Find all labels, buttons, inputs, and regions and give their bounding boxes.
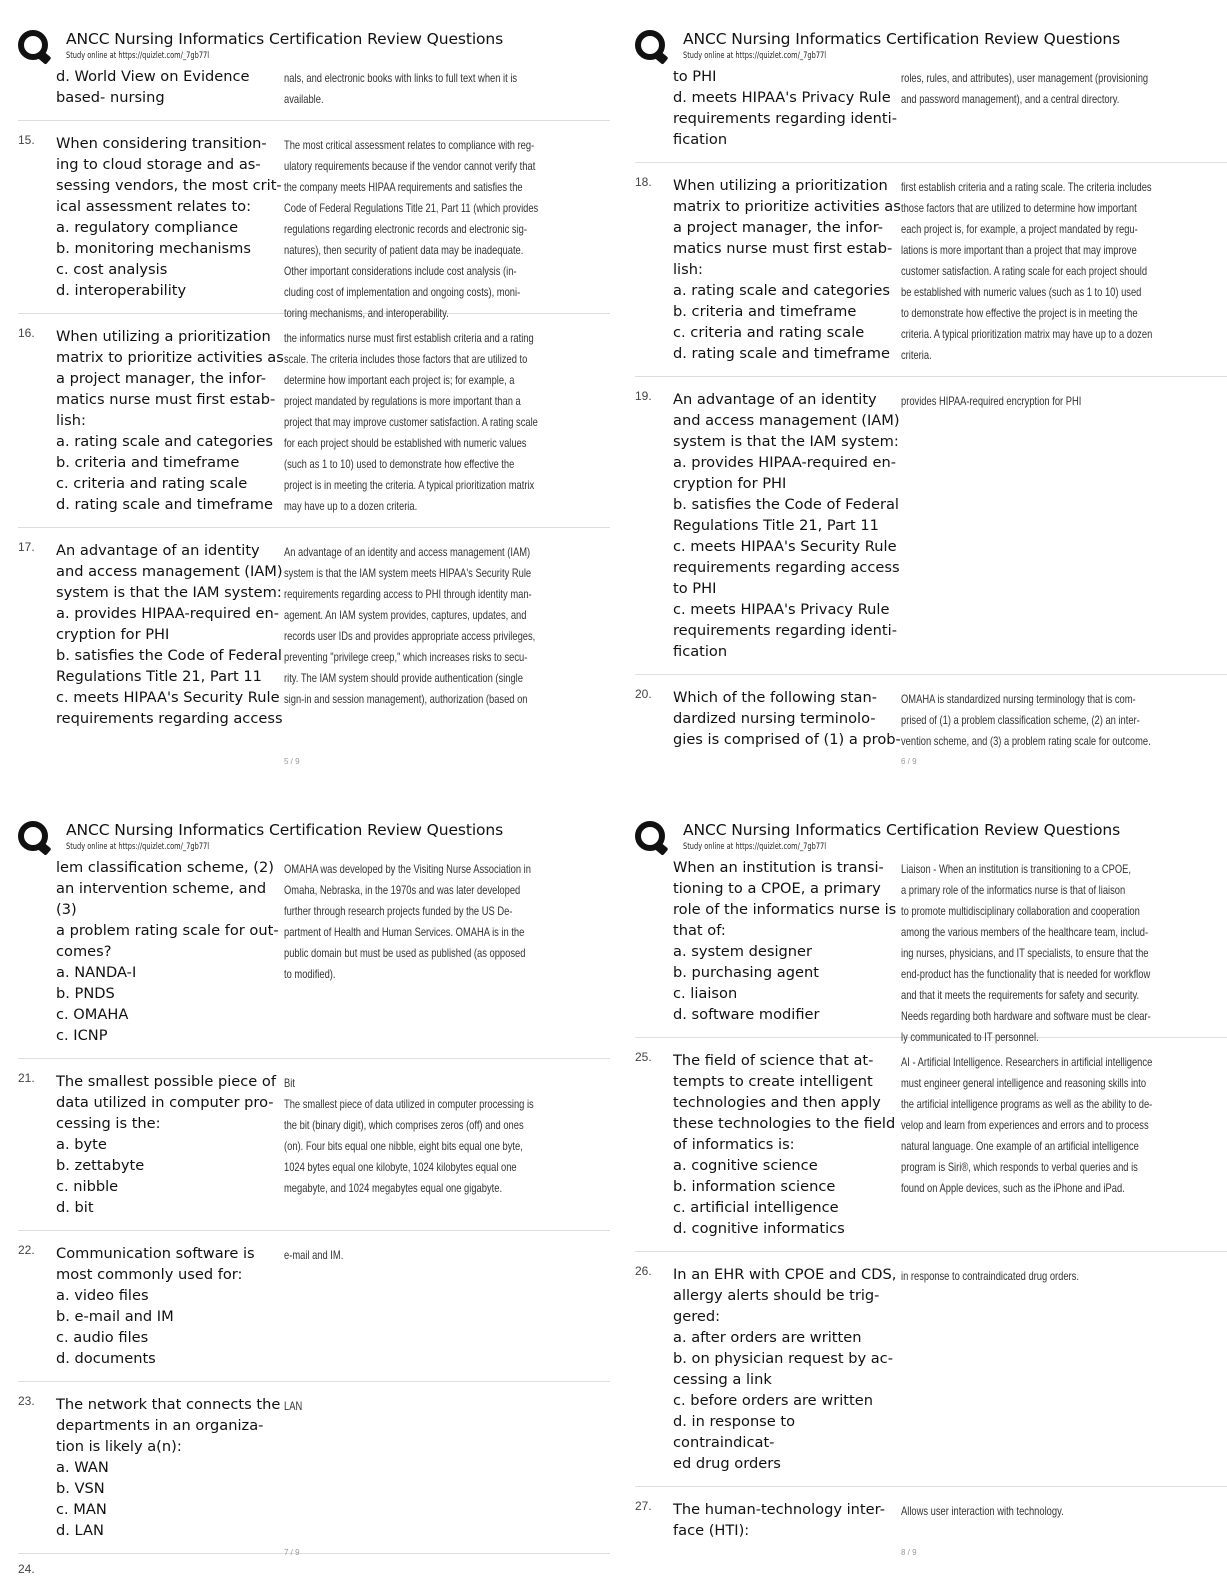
qa-list — [18, 66, 610, 741]
answer-text: in response to contraindicated drug orders. — [901, 1269, 1079, 1283]
qa-entry — [635, 857, 1227, 1044]
doc-title: ANCC Nursing Informatics Certification Review Questions — [66, 821, 504, 839]
question-text: When an institution is transi- tioning to a CPOE, a primary role of the informatics nurse is that of: a. system designer b. purchasing agent c. liaison d. software modifier — [673, 859, 897, 1023]
answer-text: LAN — [284, 1399, 303, 1413]
page-header — [18, 809, 610, 857]
question-number: 15. — [18, 133, 35, 147]
doc-subtitle: Study online at https://quizlet.com/_7gb77l — [683, 51, 827, 61]
qa-entry — [18, 1059, 610, 1231]
question-number: 21. — [18, 1071, 35, 1085]
question-text: When utilizing a prioritization matrix to prioritize activities as a project manager, the infor- matics nurse must first estab- lish: a. rating scale and categories b. criteria and timeframe c. criteria and rating scale d. rating scale and timeframe — [56, 328, 284, 513]
page-3 — [18, 809, 610, 1576]
quizlet-logo-icon — [18, 821, 48, 851]
page-2 — [635, 18, 1227, 770]
answer-text: the informatics nurse must first establish criteria and a rating scale. The criteria includes those factors that are utilized to determine how important each project is; for example, a project mandated by regulations is more important than a project that may improve customer satisfaction. A rating scale for each project should be established with numeric values (such as 1 to 10) used to demonstrate how effective the project is in meeting the criteria. A typical prioritization matrix may have up to a dozen criteria. — [284, 331, 538, 513]
question-number: 27. — [635, 1499, 652, 1513]
qa-list — [635, 857, 1227, 1553]
qa-entry — [635, 1487, 1227, 1553]
question-text: Which of the following stan- dardized nursing terminolo- gies is comprised of (1) a prob- — [673, 689, 901, 748]
doc-title: ANCC Nursing Informatics Certification Review Questions — [683, 821, 1121, 839]
question-number: 22. — [18, 1243, 35, 1257]
answer-text: Bit The smallest piece of data utilized in computer processing is the bit (binary digit), which comprises zeros (off) and ones (on). Four bits equal one nibble, eight bits equal one byte, 1024 bytes equal one kilobyte, 1024 kilobytes equal one megabyte, and 1024 megabytes equal one gigabyte. — [284, 1076, 534, 1195]
doc-subtitle: Study online at https://quizlet.com/_7gb77l — [66, 51, 210, 61]
page-number: 7 / 9 — [284, 1548, 300, 1557]
quizlet-logo-icon — [18, 30, 48, 60]
answer-text: OMAHA was developed by the Visiting Nurse Association in Omaha, Nebraska, in the 1970s and was later developed further through research projects funded by the US De- partment of Health and Human Services. OMAHA is in the public domain but must be used as published (as opposed to modified). — [284, 862, 531, 981]
question-text: The human-technology inter- face (HTI): — [673, 1501, 885, 1539]
question-text: The smallest possible piece of data utilized in computer pro- cessing is the: a. byte b. zettabyte c. nibble d. bit — [56, 1073, 276, 1216]
qa-entry — [635, 1038, 1227, 1252]
page-4 — [635, 809, 1227, 1561]
qa-entry — [635, 66, 1227, 163]
question-number: 25. — [635, 1050, 652, 1064]
question-text: An advantage of an identity and access management (IAM) system is that the IAM system: a. provides HIPAA-required en- cryption for PHI b. satisfies the Code of Federal Regulations Title 21, Part 11 c. meets HIPAA's Security Rule requirements regarding access to PHI c. meets HIPAA's Privacy Rule requirements regarding identi- fication — [673, 391, 900, 660]
question-text: lem classification scheme, (2) an intervention scheme, and (3) a problem rating scale for out- comes? a. NANDA-I b. PNDS c. OMAHA c. ICNP — [56, 859, 279, 1044]
question-number: 26. — [635, 1264, 652, 1278]
question-number: 16. — [18, 326, 35, 340]
question-number: 19. — [635, 389, 652, 403]
qa-entry — [18, 857, 610, 1059]
answer-text: nals, and electronic books with links to full text when it is available. — [284, 71, 518, 106]
question-number: 18. — [635, 175, 652, 189]
doc-subtitle: Study online at https://quizlet.com/_7gb77l — [683, 842, 827, 852]
qa-entry — [18, 314, 610, 528]
answer-text: Allows user interaction with technology. — [901, 1504, 1064, 1518]
answer-text: first establish criteria and a rating scale. The criteria includes those factors that are utilized to determine how important each project is, for example, a project mandated by regu- lations is more important than a project that may improve customer satisfaction. A rating scale for each project should be established with numeric values (such as 1 to 10) used to demonstrate how effective the project is in meeting the criteria. A typical prioritization matrix may have up to a dozen criteria. — [901, 180, 1153, 362]
question-text: An advantage of an identity and access management (IAM) system is that the IAM system: a. provides HIPAA-required en- cryption for PHI b. satisfies the Code of Federal Regulations Title 21, Part 11 c. meets HIPAA's Security Rule requirements regarding access — [56, 542, 283, 727]
page-header — [635, 809, 1227, 857]
answer-text: OMAHA is standardized nursing terminology that is com- prised of (1) a problem classification scheme, (2) an inter- vention scheme, and (3) a problem rating scale for outcome. — [901, 692, 1151, 748]
answer-text: AI - Artificial Intelligence. Researchers in artificial intelligence must engineer general intelligence and reasoning skills into the artificial intelligence programs as well as the ability to de- velop and learn from experiences and errors and to process natural language. One example of an artificial intelligence program is Siri®, which responds to verbal queries and is found on Apple devices, such as the iPhone and iPad. — [901, 1055, 1153, 1195]
quizlet-logo-icon — [635, 821, 665, 851]
doc-title: ANCC Nursing Informatics Certification Review Questions — [66, 30, 504, 48]
qa-entry — [18, 121, 610, 320]
question-number: 17. — [18, 540, 35, 554]
qa-entry — [635, 163, 1227, 377]
qa-entry — [18, 528, 610, 741]
question-text: to PHI d. meets HIPAA's Privacy Rule requirements regarding identi- fication — [673, 68, 897, 148]
doc-subtitle: Study online at https://quizlet.com/_7gb77l — [66, 842, 210, 852]
question-text: The network that connects the departments in an organiza- tion is likely a(n): a. WAN b. VSN c. MAN d. LAN — [56, 1396, 281, 1539]
quizlet-logo-icon — [635, 30, 665, 60]
question-number: 24. — [18, 1562, 35, 1576]
qa-entry — [635, 675, 1227, 762]
page-number: 8 / 9 — [901, 1548, 917, 1557]
question-text: When utilizing a prioritization matrix to prioritize activities as a project manager, the infor- matics nurse must first estab- lish: a. rating scale and categories b. criteria and timeframe c. criteria and rating scale d. rating scale and timeframe — [673, 177, 901, 362]
question-text: The field of science that at- tempts to create intelligent technologies and then apply these technologies to the field of informatics is: a. cognitive science b. information science c. artificial intelligence d. cognitive informatics — [673, 1052, 896, 1237]
question-text: d. World View on Evidence based- nursing — [56, 68, 250, 106]
qa-entry — [18, 1382, 610, 1554]
question-number: 23. — [18, 1394, 35, 1408]
doc-title: ANCC Nursing Informatics Certification Review Questions — [683, 30, 1121, 48]
question-number: 20. — [635, 687, 652, 701]
question-text: In an EHR with CPOE and CDS, allergy alerts should be trig- gered: a. after orders are written b. on physician request by ac- cessing a link c. before orders are written d. in response to contraindicat- ed drug orders — [673, 1266, 897, 1472]
answer-text: An advantage of an identity and access management (IAM) system is that the IAM system meets HIPAA's Security Rule requirements regarding access to PHI through identity man- agement. An IAM system provides, captures, updates, and records user IDs and provides appropriate access privileges, preventing "privilege creep," which increases risks to secu- rity. The IAM system should provide authentication (single sign-in and session management), authorization (based on — [284, 545, 536, 706]
page-header — [18, 18, 610, 66]
qa-entry — [18, 1231, 610, 1382]
page-number: 5 / 9 — [284, 757, 300, 766]
page-number: 6 / 9 — [901, 757, 917, 766]
qa-list — [635, 66, 1227, 762]
answer-text: e-mail and IM. — [284, 1248, 344, 1262]
answer-text: Liaison - When an institution is transitioning to a CPOE, a primary role of the informatics nurse is that of liaison to promote multidisciplinary collaboration and cooperation among the various members of the healthcare team, includ- ing nurses, physicians, and IT specialists, to ensure that the end-product has the functionality that is needed for workflow and that it meets the requirements for safety and security. Needs regarding both hardware and software must be clear- ly communicated to IT personnel. — [901, 862, 1151, 1044]
qa-entry — [635, 377, 1227, 675]
question-text: Communication software is most commonly used for: a. video files b. e-mail and IM c. audio files d. documents — [56, 1245, 255, 1367]
qa-entry — [635, 1252, 1227, 1487]
qa-entry — [18, 66, 610, 121]
answer-text: The most critical assessment relates to compliance with reg- ulatory requirements because if the vendor cannot verify that the company meets HIPAA requirements and satisfies the Code of Federal Regulations Title 21, Part 11 (which provides regulations regarding electronic records and electronic sig- natures), then security of patient data may be inadequate. Other important considerations include cost analysis (in- cluding cost of implementation and ongoing costs), moni- toring mechanisms, and interoperability. — [284, 138, 539, 320]
question-text: When considering transition- ing to cloud storage and as- sessing vendors, the most crit- ical assessment relates to: a. regulatory compliance b. monitoring mechanisms c. cost analysis d. interoperability — [56, 135, 282, 299]
answer-text: provides HIPAA-required encryption for PHI — [901, 394, 1082, 408]
page-header — [635, 18, 1227, 66]
page-1 — [18, 18, 610, 770]
answer-text: roles, rules, and attributes), user management (provisioning and password management), and a central directory. — [901, 71, 1149, 106]
qa-list — [18, 857, 610, 1576]
